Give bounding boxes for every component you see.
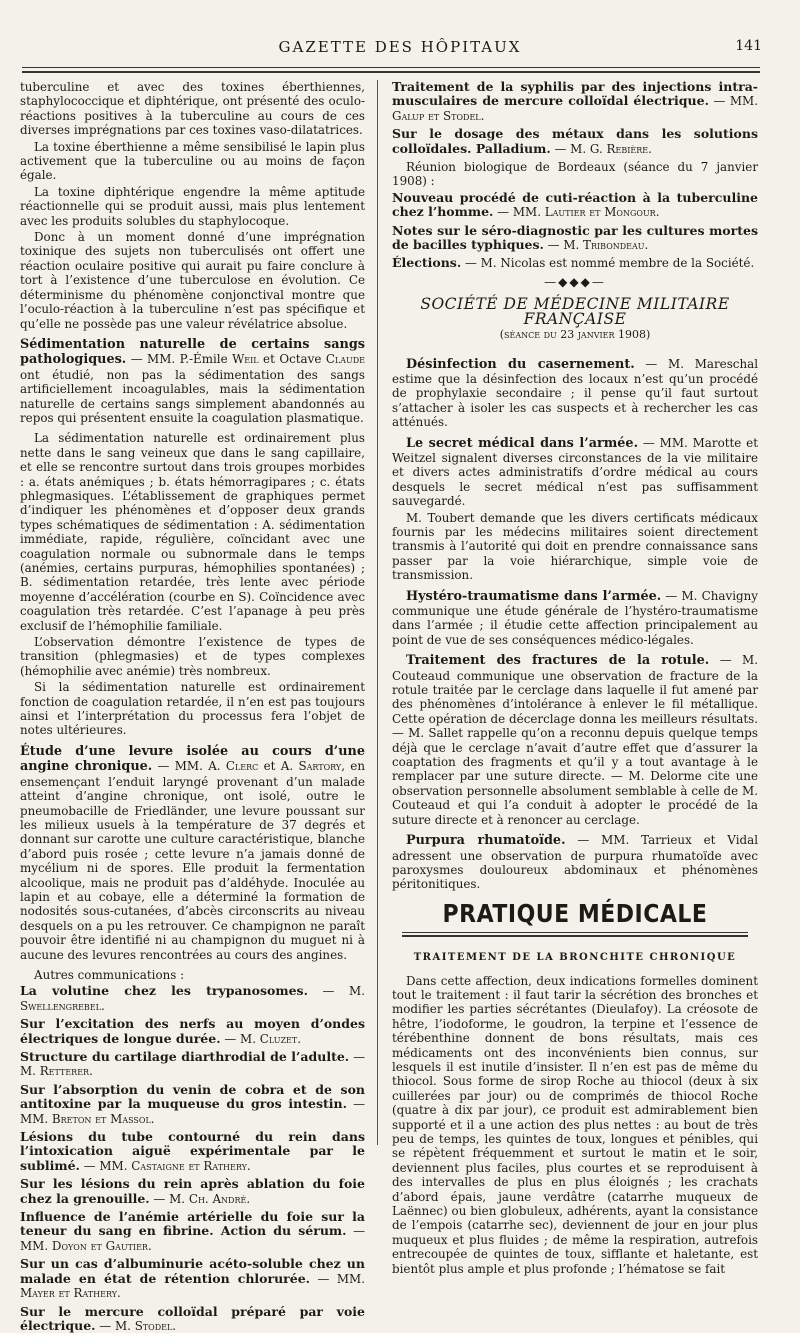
communication-title: Lésions du tube contourné du rein dans l’intoxication aiguë expérimentale par le sublimé. xyxy=(20,1129,365,1173)
communication-item xyxy=(20,1257,365,1300)
paragraph: La toxine diphtérique engendre la même aptitude réactionnelle qui se produit aussi, mais plus lentement avec les produits solubles du staphylocoque. xyxy=(20,185,365,228)
communication-title: Influence de l’anémie artérielle du foie sur la teneur du sang en fibrine. Action du sérum. xyxy=(20,1209,365,1238)
communication-item xyxy=(392,127,758,156)
communication-item xyxy=(392,80,758,123)
article-text: — MM. A. xyxy=(152,759,226,773)
author-name: Claude xyxy=(326,352,365,366)
article-text: — M. Mareschal estime que la désinfection des locaux n’est qu’un procédé de prophylaxie secondaire ; il pense qu’il faut surtout s’attacher à isoler les cas suspects et à rechercher les cas atténués. xyxy=(392,357,758,430)
paragraph: La toxine éberthienne a même sensibilisé le lapin plus activement que la tuberculine ou au moins de façon égale. xyxy=(20,140,365,183)
communication-item xyxy=(20,1083,365,1126)
article-title: Désinfection du casernement. xyxy=(406,357,635,372)
communication-authors: — M. Ch. André. xyxy=(150,1192,250,1206)
paragraph: Donc à un moment donné d’une imprégnation toxinique des sujets non tuberculisés ont offert une réaction oculaire positive qui aurait pu faire conclure à tort à l’existence d’une tuberculose en évolution. Ce déterminisme du phénomène conjonctival montre que l’oculo-réaction à la tuberculine n’est pas spécifique et qu’elle ne possède pas une valeur révélatrice absolue. xyxy=(20,230,365,331)
paragraph-continued: tuberculine et avec des toxines éberthiennes, staphylococcique et diphtérique, ont présenté des oculo-réactions positives à la tuberculine au cours de ces diverses imprégnations par ces toxines vaso-dilatatrices. xyxy=(20,80,365,138)
article-purpura xyxy=(392,833,758,892)
article-title: Hystéro-traumatisme dans l’armée. xyxy=(406,589,661,604)
communication-title: Structure du cartilage diarthrodial de l’adulte. xyxy=(20,1049,349,1064)
paragraph: M. Toubert demande que les divers certificats médicaux fournis par les médecins militaires soient directement transmis à l’autorité qui doit en prendre connaissance sans passer par la voie hiérarchique, simple voie de transmission. xyxy=(392,511,758,583)
article-secret xyxy=(392,436,758,509)
communication-authors: — M. Retterer. xyxy=(20,1050,365,1078)
paragraph: Dans cette affection, deux indications formelles dominent tout le traitement : il faut tarir la sécrétion des bronches et modifier les parties sécrétantes (Dieulafoy). La créosote de hêtre, l’iodoforme, le goudron, la terpine et l’essence de térébenthine donnent de bons résultats, mais ces médicaments ont des inconvénients bien connus, sur lesquels il est inutile d’insister. Il n’en est pas de même du thiocol. Sous forme de sirop Roche au thiocol (deux à six cuillerées par jour) ou de comprimés de thiocol Roche (quatre à dix par jour), ce produit est admirablement bien supporté et il a une action des plus nettes : au bout de très peu de temps, les quintes de toux, longues et pénibles, qui se répètent fréquemment et surtout le matin et le soir, deviennent plus faciles, plus courtes et se reproduisent à des intervalles de plus en plus éloignés ; les crachats d’abord épais, jaune verdâtre (catarrhe muqueux de Laënnec) ou bien globuleux, adhérents, ayant la consistance de l’empois (catarrhe sec), deviennent de jour en jour plus muqueux et plus fluides ; de même la respiration, autrefois entrecoupée de quintes de toux, sifflante et haletante, est bientôt plus ample et plus profonde ; l’hématose se fait xyxy=(392,974,758,1277)
communications-list xyxy=(20,984,365,1333)
page-header xyxy=(0,0,800,72)
elections-text: — M. Nicolas est nommé membre de la Société. xyxy=(461,256,754,270)
communication-title: Sur le dosage des métaux dans les solutions colloïdales. Palladium. xyxy=(392,126,758,155)
communication-title: Notes sur le séro-diagnostic par les cultures mortes de bacilles typhiques. xyxy=(392,223,758,252)
communication-item xyxy=(20,1305,365,1333)
article-text: ont étudié, non pas la sédimentation des sangs artificiellement incoagulables, mais la sédimentation naturelle de certains sangs simplement abandonnés au repos qui présentent ensuite la coagulation plasmatique. xyxy=(20,368,365,425)
article-title: Sédimentation naturelle de certains sangs pathologiques. xyxy=(20,337,365,367)
author-name: Weil xyxy=(232,352,259,366)
elections xyxy=(392,256,758,270)
communication-title: Sur un cas d’albuminurie acéto-soluble chez un malade en état de rétention chlorurée. xyxy=(20,1256,365,1285)
article-rotule xyxy=(392,653,758,827)
article-text: — MM. P.-Émile xyxy=(131,352,232,366)
communication-authors: — M. Tribondeau. xyxy=(544,238,648,252)
ornament-divider: —◆◆◆— xyxy=(392,275,758,289)
section-rule-thick xyxy=(402,935,748,937)
author-name: Sartory xyxy=(298,759,341,773)
communication-authors: — MM. Mayer et Rathery. xyxy=(20,1272,365,1300)
article-text: — M. Couteaud communique une observation de fracture de la rotule traitée par le cerclage dans laquelle il fut amené par des phénomènes d’intolérance à enlever le fil métallique. Cette opération de décerclage donna les meilleurs résultats. — M. Sallet rappelle qu’on a reconnu depuis quelque temps déjà que le cerclage n’avait d’autre effet que d’assurer la coaptation des fragments et qu’il y a tout avantage à le remplacer par une suture directe. — M. Delorme cite une observation personnelle absolument semblable à celle de M. Couteaud et qui l’a conduit à adopter le procédé de la suture directe et à renoncer au cerclage. xyxy=(392,653,758,826)
communication-item xyxy=(20,1177,365,1206)
article-desinfection xyxy=(392,357,758,430)
article-text: et A. xyxy=(258,759,298,773)
article-text: — MM. Tarrieux et Vidal adressent une observation de purpura rhumatoïde avec paroxysmes douloureux abdominaux et phénomènes péritonitiques. xyxy=(392,833,758,891)
communication-title: Traitement de la syphilis par des injections intra-musculaires de mercure colloïdal électrique. xyxy=(392,79,758,108)
article-sedimentation xyxy=(20,337,365,425)
communication-item xyxy=(392,191,758,220)
communication-item xyxy=(20,984,365,1013)
article-title: Étude d’une levure isolée au cours d’une angine chronique. xyxy=(20,744,365,774)
page-number: 141 xyxy=(735,38,762,54)
society-subtitle: (séance du 23 janvier 1908) xyxy=(392,328,758,342)
article-levure xyxy=(20,744,365,962)
article-text: , en ensemençant l’enduit laryngé provenant d’un malade atteint d’angine chronique, ont isolé, outre le pneumobacille de Friedländer, une levure poussant sur les milieux usuels à la température de 37 degrés et donnant sur carotte une culture caractéristique, blanche d’abord puis rosée ; cette levure n’a jamais donné de mycélium ni de spores. Elle produit la fermentation alcoolique, mais ne produit pas d’aldéhyde. Inoculée au lapin et au cobaye, elle a déterminé la formation de nodosités sous-cutanées, d’abcès circonscrits au niveau desquels on a pu les retrouver. Ce champignon ne paraît pouvoir être identifié ni au champignon du muguet ni à aucune des levures rencontrées au cours des angines. xyxy=(20,759,365,961)
paragraph: Si la sédimentation naturelle est ordinairement fonction de coagulation retardée, il n’en est pas toujours ainsi et l’interprétation du processus fera l’objet de notes ultérieures. xyxy=(20,680,365,738)
subsection-title: TRAITEMENT DE LA BRONCHITE CHRONIQUE xyxy=(392,951,758,965)
communication-item xyxy=(20,1050,365,1079)
journal-title: GAZETTE DES HÔPITAUX xyxy=(0,38,800,56)
communication-title: Sur l’absorption du venin de cobra et de son antitoxine par la muqueuse du gros intestin. xyxy=(20,1082,365,1111)
article-hystero xyxy=(392,589,758,648)
author-name: Clerc xyxy=(226,759,258,773)
bordeaux-meeting: Réunion biologique de Bordeaux (séance du 7 janvier 1908) : xyxy=(392,160,758,189)
communication-authors: — MM. Castaigne et Rathery. xyxy=(80,1159,251,1173)
column-divider xyxy=(377,80,378,1145)
communication-authors: — M. Cluzet. xyxy=(221,1032,301,1046)
article-title: Traitement des fractures de la rotule. xyxy=(406,653,709,668)
article-title: Le secret médical dans l’armée. xyxy=(406,436,638,451)
communication-authors: — M. Stodel. xyxy=(96,1319,177,1333)
header-rule-thick xyxy=(22,71,760,73)
header-rule xyxy=(22,67,760,68)
communication-item xyxy=(20,1210,365,1253)
elections-title: Élections. xyxy=(392,255,461,270)
communication-title: Sur les lésions du rein après ablation du foie chez la grenouille. xyxy=(20,1176,365,1205)
communication-title: Nouveau procédé de cuti-réaction à la tuberculine chez l’homme. xyxy=(392,190,758,219)
right-column xyxy=(392,80,758,1145)
communication-item xyxy=(20,1130,365,1173)
communication-authors: — MM. Lautier et Mongour. xyxy=(493,205,659,219)
paragraph: L’observation démontre l’existence de types de transition (phlegmasies) et de types complexes (hémophilie avec anémie) très nombreux. xyxy=(20,635,365,678)
communication-title: Sur le mercure colloïdal préparé par voie électrique. xyxy=(20,1304,365,1333)
section-rule xyxy=(402,932,748,933)
communication-authors: — MM. Galup et Stodel. xyxy=(392,94,758,122)
communication-authors: — M. G. Rebière. xyxy=(551,142,652,156)
article-text: et Octave xyxy=(259,352,326,366)
article-text: — M. Chavigny communique une étude générale de l’hystéro-traumatisme dans l’armée ; il étudie cette affection principalement au point de vue de ses conséquences médico-légales. xyxy=(392,589,758,647)
communication-title: Sur l’excitation des nerfs au moyen d’ondes électriques de longue durée. xyxy=(20,1016,365,1045)
other-communications-label: Autres communications : xyxy=(20,968,365,982)
communication-item xyxy=(20,1017,365,1046)
article-title: Purpura rhumatoïde. xyxy=(406,833,566,848)
communication-authors: — M. Swellengrebel. xyxy=(20,984,365,1012)
left-column xyxy=(20,80,365,1145)
communication-authors: — MM. Breton et Massol. xyxy=(20,1097,365,1125)
article-text: — MM. Marotte et Weitzel signalent diverses circonstances de la vie militaire et divers actes administratifs d’ordre médical au cours desquels le secret médical n’est pas suffisamment sauvegardé. xyxy=(392,436,758,509)
section-title: PRATIQUE MÉDICALE xyxy=(392,907,758,924)
society-title: SOCIÉTÉ DE MÉDECINE MILITAIRE FRANÇAISE xyxy=(392,297,758,326)
communication-title: La volutine chez les trypanosomes. xyxy=(20,983,308,998)
communication-authors: — MM. Doyon et Gautier. xyxy=(20,1224,365,1252)
communication-item xyxy=(392,224,758,253)
paragraph: La sédimentation naturelle est ordinairement plus nette dans le sang veineux que dans le sang capillaire, et elle se rencontre surtout dans trois groupes morbides : a. états anémiques ; b. états hémorragipares ; c. états phlegmasiques. L’établissement de graphiques permet d’indiquer les phénomènes et d’opposer deux grands types schématiques de sédimentation : A. sédimentation immédiate, rapide, régulière, coïncidant avec une coagulation normale ou subnormale dans le temps (anémies, certains purpuras, hémophilies spontanées) ; B. sédimentation retardée, très lente avec période moyenne d’accélération (courbe en S). Coïncidence avec coagulation très retardée. C’est l’apanage à peu près exclusif de l’hémophilie familiale. xyxy=(20,431,365,633)
